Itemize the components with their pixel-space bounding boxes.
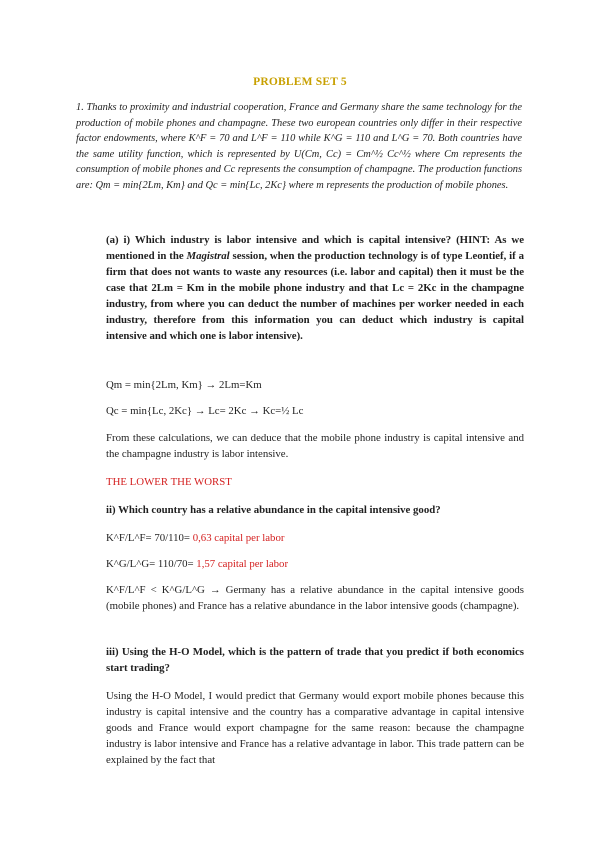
problem-intro: 1. Thanks to proximity and industrial cooperation, France and Germany share the same technology for the production of mobile phones and champagne. These two european countries only differ in their respective factor endowments, where K^F = 70 and L^F = 110 while K^G = 110 and L^G = 70. Both countries have the same utility function, which is represented by U(Cm, Cc) = Cm^½ Cc^½ where Cm represents the consumption of mobile phones and Cc represents the consumption of champagne. The production functions are: Qm = min{2Lm, Km} and Qc = min{Lc, 2Kc} where m represents the production of mobile phones. (76, 102, 522, 191)
equation-champagne: Qc = min{Lc, 2Kc} → Lc= 2Kc → Kc=½ Lc (106, 405, 304, 417)
question-a-i-emphasis: Magistral (186, 250, 230, 262)
ratio-france-formula: K^F/L^F= 70/110= (106, 532, 193, 544)
ratio-germany-formula: K^G/L^G= 110/70= (106, 558, 197, 570)
question-a-ii: ii) Which country has a relative abundance in the capital intensive good? (106, 504, 441, 516)
question-a-i-text-1: (a) i) Which industry is labor intensive and which is capital intensive? (HINT: As we mentioned in the (106, 234, 524, 262)
ratio-france-value: 0,63 capital per labor (192, 532, 285, 544)
equation-mobile: Qm = min{2Lm, Km} → 2Lm=Km (106, 379, 262, 391)
page-title: PROBLEM SET 5 (253, 76, 347, 88)
answer-a-ii: K^F/L^F < K^G/L^G → Germany has a relative abundance in the capital intensive goods (mobile phones) and France has a relative abundance in the labor intensive goods (champagne). (106, 584, 524, 612)
question-a-i-text-2: session, when the production technology is of type Leontief, if a firm that does not wants to waste any resources (i.e. labor and capital) then it must be the case that 2Lm = Km in the mobile phone industry and that Lc = 2Kc in the champagne industry, from where you can deduct the number of machines per worker needed in each industry, therefore from this information you can deduct which industry is capital intensive and which one is labor intensive). (106, 250, 524, 342)
question-a-iii: iii) Using the H-O Model, which is the pattern of trade that you predict if both economics start trading? (106, 646, 524, 674)
question-a-i (106, 232, 524, 344)
ratio-germany (106, 556, 524, 572)
ratio-france (106, 530, 524, 546)
answer-a-i: From these calculations, we can deduce that the mobile phone industry is capital intensive and the champagne industry is labor intensive. (106, 432, 524, 460)
annotation-note: THE LOWER THE WORST (106, 476, 232, 488)
ratio-germany-value: 1,57 capital per labor (196, 558, 289, 570)
answer-a-iii: Using the H-O Model, I would predict that Germany would export mobile phones because this industry is capital intensive and the country has a comparative advantage in capital intensive goods and France would export champagne for the same reason: because the champagne industry is labor intensive and France has a relative advantage in labor. This trade pattern can be explained by the fact that (106, 690, 524, 766)
